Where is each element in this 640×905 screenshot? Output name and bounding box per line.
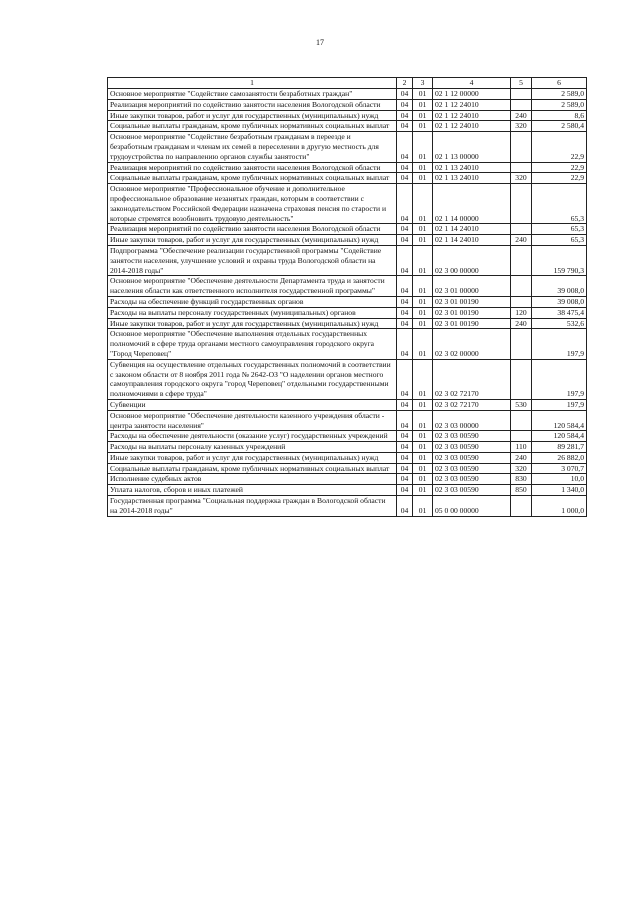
row-description: Иные закупки товаров, работ и услуг для государственных (муниципальных) нужд — [108, 318, 397, 329]
row-subsection-code: 01 — [413, 452, 433, 463]
table-row — [108, 442, 587, 453]
row-description: Государственная программа "Социальная поддержка граждан в Вологодской области на 2014-2018 годы" — [108, 496, 397, 517]
table-row — [108, 431, 587, 442]
row-subsection-code: 01 — [413, 235, 433, 246]
row-expense-type — [511, 410, 532, 431]
row-amount: 197,9 — [532, 359, 587, 399]
table-row — [108, 110, 587, 121]
row-target-code: 02 1 14 24010 — [433, 235, 511, 246]
row-target-code: 05 0 00 00000 — [433, 496, 511, 517]
row-expense-type — [511, 496, 532, 517]
row-amount: 39 008,0 — [532, 276, 587, 297]
row-description: Расходы на обеспечение функций государственных органов — [108, 296, 397, 307]
row-subsection-code: 01 — [413, 399, 433, 410]
row-description: Реализация мероприятий по содействию занятости населения Вологодской области — [108, 224, 397, 235]
row-amount: 10,0 — [532, 474, 587, 485]
table-row — [108, 452, 587, 463]
row-subsection-code: 01 — [413, 410, 433, 431]
table-body — [108, 89, 587, 517]
row-expense-type: 110 — [511, 442, 532, 453]
row-amount: 65,3 — [532, 224, 587, 235]
row-amount: 22,9 — [532, 173, 587, 184]
table-row — [108, 224, 587, 235]
row-expense-type: 240 — [511, 452, 532, 463]
row-subsection-code: 01 — [413, 121, 433, 132]
row-subsection-code: 01 — [413, 245, 433, 275]
table-row — [108, 474, 587, 485]
row-description: Исполнение судебных актов — [108, 474, 397, 485]
row-subsection-code: 01 — [413, 329, 433, 359]
row-expense-type: 240 — [511, 235, 532, 246]
row-section-code: 04 — [397, 110, 413, 121]
row-amount: 39 008,0 — [532, 296, 587, 307]
table-row — [108, 173, 587, 184]
table-row — [108, 410, 587, 431]
row-section-code: 04 — [397, 296, 413, 307]
table-row — [108, 359, 587, 399]
row-section-code: 04 — [397, 496, 413, 517]
row-subsection-code: 01 — [413, 442, 433, 453]
page-number: 17 — [316, 38, 324, 47]
row-description: Социальные выплаты гражданам, кроме публичных нормативных социальных выплат — [108, 463, 397, 474]
table-row — [108, 276, 587, 297]
table-row — [108, 485, 587, 496]
table-row — [108, 235, 587, 246]
row-expense-type: 530 — [511, 399, 532, 410]
row-amount: 65,3 — [532, 184, 587, 224]
column-header-5: 5 — [511, 78, 532, 89]
row-subsection-code: 01 — [413, 296, 433, 307]
table-row — [108, 89, 587, 100]
row-target-code: 02 1 12 00000 — [433, 89, 511, 100]
row-target-code: 02 1 13 00000 — [433, 132, 511, 162]
row-description: Основное мероприятие "Содействие самозанятости безработных граждан" — [108, 89, 397, 100]
row-description: Основное мероприятие "Обеспечение деятельности Департамента труда и занятости населения области как ответственного исполнителя государственной программы" — [108, 276, 397, 297]
row-subsection-code: 01 — [413, 496, 433, 517]
row-section-code: 04 — [397, 245, 413, 275]
row-section-code: 04 — [397, 485, 413, 496]
row-section-code: 04 — [397, 431, 413, 442]
row-subsection-code: 01 — [413, 431, 433, 442]
row-description: Основное мероприятие "Обеспечение деятельности казенного учреждения области - центра занятости населения" — [108, 410, 397, 431]
table-row — [108, 307, 587, 318]
row-expense-type — [511, 276, 532, 297]
row-amount: 2 580,4 — [532, 121, 587, 132]
row-expense-type — [511, 329, 532, 359]
row-target-code: 02 3 01 00190 — [433, 307, 511, 318]
row-description: Расходы на обеспечение деятельности (оказание услуг) государственных учреждений — [108, 431, 397, 442]
row-section-code: 04 — [397, 173, 413, 184]
row-section-code: 04 — [397, 307, 413, 318]
row-amount: 89 281,7 — [532, 442, 587, 453]
header-row — [108, 78, 587, 89]
row-section-code: 04 — [397, 329, 413, 359]
row-description: Подпрограмма "Обеспечение реализации государственной программы "Содействие занятости населения, улучшение условий и охраны труда Вологодской области на 2014-2018 годы" — [108, 245, 397, 275]
row-amount: 26 882,0 — [532, 452, 587, 463]
budget-table — [107, 77, 587, 517]
table-row — [108, 99, 587, 110]
row-description: Социальные выплаты гражданам, кроме публичных нормативных социальных выплат — [108, 173, 397, 184]
row-subsection-code: 01 — [413, 162, 433, 173]
row-subsection-code: 01 — [413, 184, 433, 224]
row-target-code: 02 3 03 00000 — [433, 410, 511, 431]
row-target-code: 02 1 14 24010 — [433, 224, 511, 235]
row-amount: 197,9 — [532, 329, 587, 359]
row-expense-type — [511, 359, 532, 399]
row-amount: 1 000,0 — [532, 496, 587, 517]
row-subsection-code: 01 — [413, 318, 433, 329]
row-target-code: 02 3 03 00590 — [433, 463, 511, 474]
row-section-code: 04 — [397, 359, 413, 399]
table-header — [108, 78, 587, 89]
row-target-code: 02 3 01 00190 — [433, 318, 511, 329]
row-section-code: 04 — [397, 474, 413, 485]
table-row — [108, 245, 587, 275]
table-row — [108, 463, 587, 474]
row-expense-type: 240 — [511, 110, 532, 121]
row-section-code: 04 — [397, 452, 413, 463]
table-row — [108, 184, 587, 224]
row-expense-type — [511, 431, 532, 442]
table-row — [108, 132, 587, 162]
row-description: Реализация мероприятий по содействию занятости населения Вологодской области — [108, 162, 397, 173]
row-description: Иные закупки товаров, работ и услуг для государственных (муниципальных) нужд — [108, 452, 397, 463]
row-subsection-code: 01 — [413, 485, 433, 496]
row-expense-type: 320 — [511, 173, 532, 184]
row-expense-type — [511, 132, 532, 162]
row-description: Основное мероприятие "Профессиональное обучение и дополнительное профессиональное образование незанятых граждан, которым в соответствии с законодательством Российской Федерации назначена страховая пенсия по старости и которые стремятся возобновить трудовую деятельность" — [108, 184, 397, 224]
row-section-code: 04 — [397, 276, 413, 297]
row-section-code: 04 — [397, 184, 413, 224]
row-expense-type — [511, 184, 532, 224]
row-subsection-code: 01 — [413, 110, 433, 121]
row-target-code: 02 3 02 72170 — [433, 399, 511, 410]
row-amount: 3 070,7 — [532, 463, 587, 474]
row-expense-type: 320 — [511, 121, 532, 132]
row-amount: 159 790,3 — [532, 245, 587, 275]
row-amount: 120 584,4 — [532, 431, 587, 442]
row-expense-type — [511, 224, 532, 235]
row-subsection-code: 01 — [413, 474, 433, 485]
row-subsection-code: 01 — [413, 89, 433, 100]
row-target-code: 02 3 01 00000 — [433, 276, 511, 297]
row-target-code: 02 1 12 24010 — [433, 121, 511, 132]
row-target-code: 02 3 03 00590 — [433, 442, 511, 453]
row-expense-type — [511, 99, 532, 110]
row-section-code: 04 — [397, 224, 413, 235]
row-expense-type — [511, 296, 532, 307]
row-description: Реализация мероприятий по содействию занятости населения Вологодской области — [108, 99, 397, 110]
row-section-code: 04 — [397, 463, 413, 474]
row-description: Уплата налогов, сборов и иных платежей — [108, 485, 397, 496]
row-description: Основное мероприятие "Обеспечение выполнения отдельных государственных полномочий в сфере труда органами местного самоуправления городского округа "Город Череповец" — [108, 329, 397, 359]
row-expense-type: 120 — [511, 307, 532, 318]
row-target-code: 02 3 03 00590 — [433, 431, 511, 442]
row-amount: 2 589,0 — [532, 99, 587, 110]
row-target-code: 02 1 12 24010 — [433, 99, 511, 110]
row-description: Социальные выплаты гражданам, кроме публичных нормативных социальных выплат — [108, 121, 397, 132]
row-subsection-code: 01 — [413, 132, 433, 162]
table-row — [108, 399, 587, 410]
row-section-code: 04 — [397, 99, 413, 110]
row-description: Иные закупки товаров, работ и услуг для государственных (муниципальных) нужд — [108, 110, 397, 121]
row-subsection-code: 01 — [413, 224, 433, 235]
table-row — [108, 318, 587, 329]
row-target-code: 02 3 01 00190 — [433, 296, 511, 307]
row-target-code: 02 1 12 24010 — [433, 110, 511, 121]
row-target-code: 02 3 02 72170 — [433, 359, 511, 399]
row-amount: 2 589,0 — [532, 89, 587, 100]
row-description: Расходы на выплаты персоналу казенных учреждений — [108, 442, 397, 453]
column-header-6: 6 — [532, 78, 587, 89]
table-row — [108, 121, 587, 132]
row-description: Расходы на выплаты персоналу государственных (муниципальных) органов — [108, 307, 397, 318]
row-amount: 197,9 — [532, 399, 587, 410]
row-target-code: 02 3 03 00590 — [433, 474, 511, 485]
row-section-code: 04 — [397, 410, 413, 431]
column-header-2: 2 — [397, 78, 413, 89]
row-section-code: 04 — [397, 399, 413, 410]
row-target-code: 02 3 02 00000 — [433, 329, 511, 359]
row-expense-type: 240 — [511, 318, 532, 329]
row-amount: 8,6 — [532, 110, 587, 121]
row-subsection-code: 01 — [413, 99, 433, 110]
row-amount: 65,3 — [532, 235, 587, 246]
table-row — [108, 162, 587, 173]
row-target-code: 02 3 03 00590 — [433, 485, 511, 496]
row-description: Субвенция на осуществление отдельных государственных полномочий в соответствии с законом области от 8 ноября 2011 года № 2642-ОЗ "О наделении органов местного самоуправления городского округа "город Череповец" отдельными государственными полномочиями в сфере труда" — [108, 359, 397, 399]
column-header-4: 4 — [433, 78, 511, 89]
row-description: Субвенции — [108, 399, 397, 410]
row-target-code: 02 3 00 00000 — [433, 245, 511, 275]
row-subsection-code: 01 — [413, 276, 433, 297]
row-section-code: 04 — [397, 318, 413, 329]
row-expense-type: 320 — [511, 463, 532, 474]
row-section-code: 04 — [397, 89, 413, 100]
table-row — [108, 296, 587, 307]
row-expense-type — [511, 245, 532, 275]
row-target-code: 02 1 14 00000 — [433, 184, 511, 224]
row-section-code: 04 — [397, 235, 413, 246]
row-description: Основное мероприятие "Содействие безработным гражданам в переезде и безработным гражданам и членам их семей в переселении в другую местность для трудоустройства по направлению органов службы занятости" — [108, 132, 397, 162]
row-expense-type — [511, 89, 532, 100]
row-amount: 120 584,4 — [532, 410, 587, 431]
row-amount: 532,6 — [532, 318, 587, 329]
row-subsection-code: 01 — [413, 173, 433, 184]
row-subsection-code: 01 — [413, 307, 433, 318]
row-section-code: 04 — [397, 162, 413, 173]
row-target-code: 02 1 13 24010 — [433, 173, 511, 184]
row-subsection-code: 01 — [413, 359, 433, 399]
row-description: Иные закупки товаров, работ и услуг для государственных (муниципальных) нужд — [108, 235, 397, 246]
row-target-code: 02 3 03 00590 — [433, 452, 511, 463]
column-header-3: 3 — [413, 78, 433, 89]
row-section-code: 04 — [397, 442, 413, 453]
row-amount: 1 340,0 — [532, 485, 587, 496]
row-section-code: 04 — [397, 132, 413, 162]
row-amount: 22,9 — [532, 132, 587, 162]
row-amount: 22,9 — [532, 162, 587, 173]
row-subsection-code: 01 — [413, 463, 433, 474]
row-expense-type: 830 — [511, 474, 532, 485]
row-amount: 38 475,4 — [532, 307, 587, 318]
row-target-code: 02 1 13 24010 — [433, 162, 511, 173]
table-row — [108, 496, 587, 517]
row-section-code: 04 — [397, 121, 413, 132]
row-expense-type: 850 — [511, 485, 532, 496]
column-header-1: 1 — [108, 78, 397, 89]
table-row — [108, 329, 587, 359]
row-expense-type — [511, 162, 532, 173]
